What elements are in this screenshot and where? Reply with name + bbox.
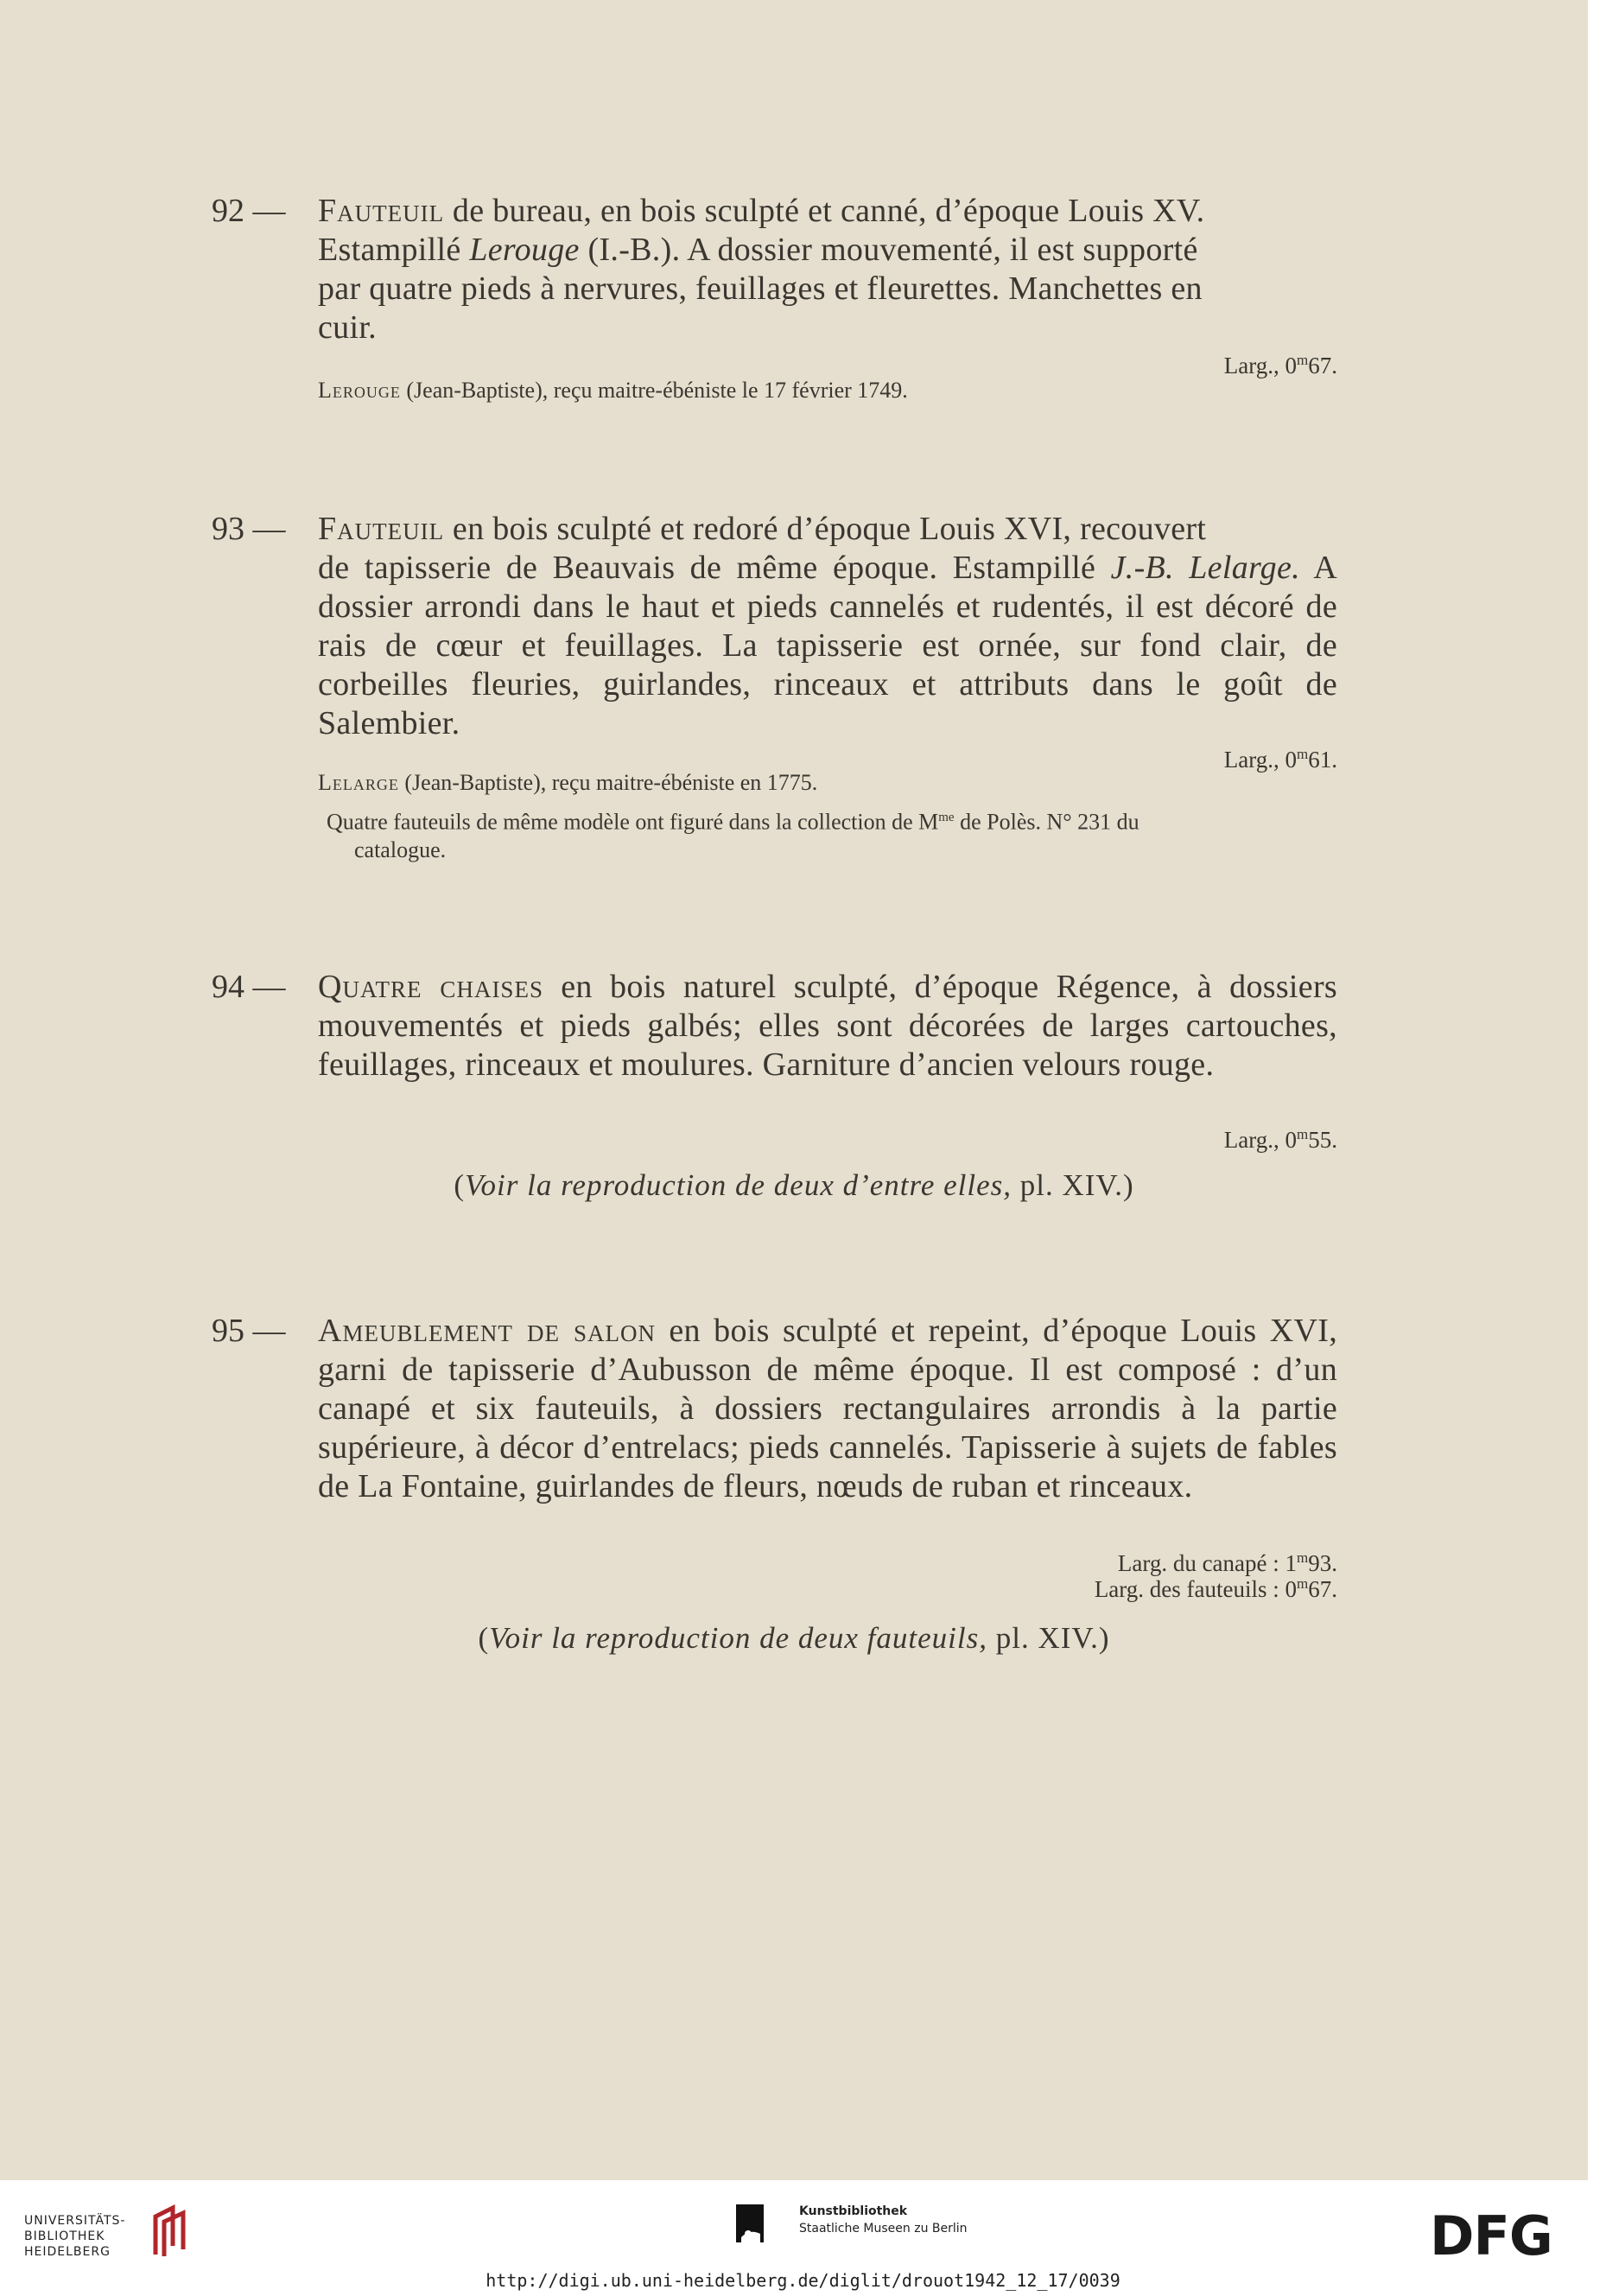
heidelberg-logo-icon [147, 2204, 192, 2260]
entry-number: 95 — [212, 1313, 286, 1349]
university-name: UNIVERSITÄTS- BIBLIOTHEK HEIDELBERG [24, 2214, 126, 2259]
kunstbibliothek-name: Kunstbibliothek Staatliche Museen zu Berlin [799, 2204, 968, 2236]
entry-description: Ameublement de salon en bois sculpté et repeint, d’époque Louis XVI, garni de tapisserie d’Aubusson de même époque. Il est composé : d’un canapé et six fauteuils, à dossiers rectangulaires arrondis à la partie supérieure, à décor d’entrelacs; pieds cannelés. Tapisserie à sujets de fables de La Fontaine, guirlandes de fleurs, nœuds de ruban et rinceaux. [318, 1313, 1337, 1504]
footer [0, 2180, 1606, 2296]
plate-reference: (Voir la reproduction de deux fauteuils, pl. XIV.) [478, 1621, 1110, 1655]
entry-description: Fauteuil en bois sculpté et redoré d’époque Louis XVI, recouvert de tapisserie de Beauvais de même époque. Estampillé J.-B. Lelarge. A dossier arrondi dans le haut et pieds cannelés et rudentés, il est décoré de rais de cœur et feuillages. La tapisserie est ornée, sur fond clair, de corbeilles fleuries, guirlandes, rinceaux et attributs dans le goût de Salembier. [318, 511, 1337, 741]
dimension: Larg., 0$^m$61. [1223, 746, 1337, 773]
maker-note: Lerouge (Jean-Baptiste), reçu maitre-ébéniste le 17 février 1749. [318, 378, 908, 403]
dimension: Larg., 0$^m$67. [1223, 352, 1337, 378]
entry-description: Fauteuil de bureau, en bois sculpté et canné, d’époque Louis XV. Estampillé Lerouge (I.-B.). A dossier mouvementé, il est supporté par quatre pieds à nervures, feuillages et fleurettes. Manchettes en cuir. [318, 193, 1205, 346]
entry-number: 93 — [212, 511, 286, 547]
entry-description: Quatre chaises en bois naturel sculpté, d’époque Régence, à dossiers mouvementés et pieds galbés; elles sont décorées de larges cartouches, feuillages, rinceaux et moulures. Garniture d’ancien velours rouge. [318, 969, 1337, 1083]
plate-reference: (Voir la reproduction de deux d’entre elles, pl. XIV.) [454, 1168, 1134, 1202]
page-url[interactable]: http://digi.ub.uni-heidelberg.de/diglit/drouot1942_12_17/0039 [486, 2270, 1120, 2291]
kunstbibliothek-logo-icon [734, 2203, 786, 2255]
dimension: Larg., 0$^m$55. [1223, 1126, 1337, 1153]
dimension-fauteuils: Larg. des fauteuils : 0$^m$67. [1094, 1575, 1337, 1602]
entry-number: 92 — [212, 193, 286, 229]
provenance-note: Quatre fauteuils de même modèle ont figuré dans la collection de $M^{me}$ de Polès. N° 231 du catalogue. [327, 809, 1139, 862]
dfg-logo: DFG [1430, 2204, 1552, 2267]
entry-number: 94 — [212, 969, 286, 1005]
dimension-canape: Larg. du canapé : 1$^m$93. [1117, 1549, 1337, 1576]
maker-note: Lelarge (Jean-Baptiste), reçu maitre-ébéniste en 1775. [318, 770, 818, 795]
